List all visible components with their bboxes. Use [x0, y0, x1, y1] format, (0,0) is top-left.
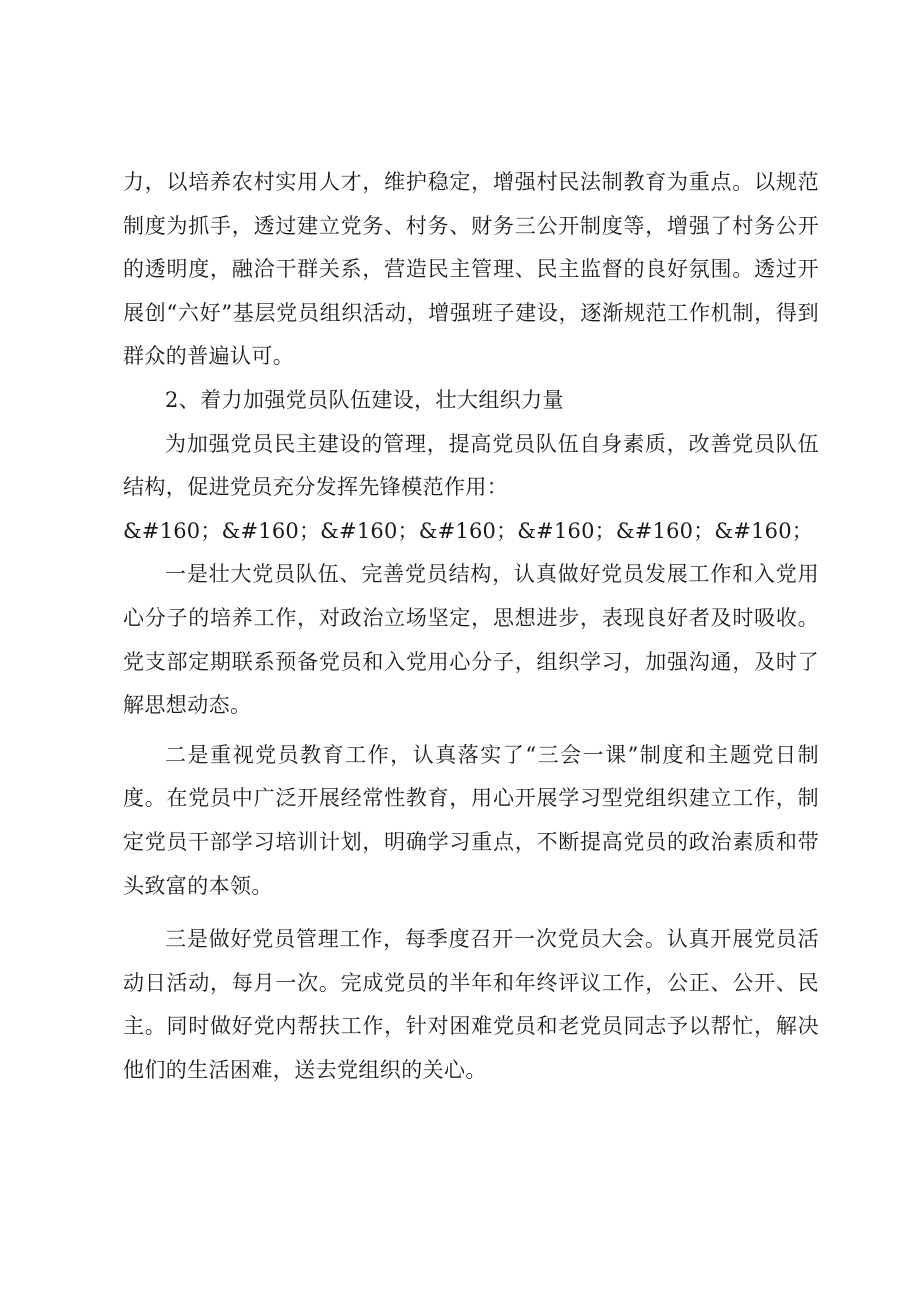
- paragraph-intro: 为加强党员民主建设的管理，提高党员队伍自身素质，改善党员队伍结构，促进党员充分发挥先锋模范作用：: [123, 431, 819, 500]
- section-heading: 2、着力加强党员队伍建设，壮大组织力量: [165, 387, 564, 412]
- paragraph-point-one: 一是壮大党员队伍、完善党员结构，认真做好党员发展工作和入党用心分子的培养工作，对政治立场坚定，思想进步，表现良好者及时吸收。党支部定期联系预备党员和入党用心分子，组织学习，加强沟通，及时了解思想动态。: [123, 562, 819, 718]
- paragraph-point-three: 三是做好党员管理工作，每季度召开一次党员大会。认真开展党员活动日活动，每月一次。完成党员的半年和年终评议工作，公正、公开、民主。同时做好党内帮扶工作，针对困难党员和老党员同志予以帮忙，解决他们的生活困难，送去党组织的关心。: [123, 927, 819, 1082]
- entity-text-line: &#160；&#160；&#160；&#160；&#160；&#160；&#160；: [123, 518, 813, 543]
- paragraph-continuation: 力，以培养农村实用人才，维护稳定，增强村民法制教育为重点。以规范制度为抓手，透过建立党务、村务、财务三公开制度等，增强了村务公开的透明度，融洽干群关系，营造民主管理、民主监督的良好氛围。透过开展创“六好”基层党员组织活动，增强班子建设，逐渐规范工作机制，得到群众的普遍认可。: [123, 170, 819, 369]
- paragraph-point-two: 二是重视党员教育工作，认真落实了“三会一课”制度和主题党日制度。在党员中广泛开展经常性教育，用心开展学习型党组织建立工作，制定党员干部学习培训计划，明确学习重点，不断提高党员的政治素质和带头致富的本领。: [123, 742, 819, 898]
- document-body: [123, 161, 819, 1092]
